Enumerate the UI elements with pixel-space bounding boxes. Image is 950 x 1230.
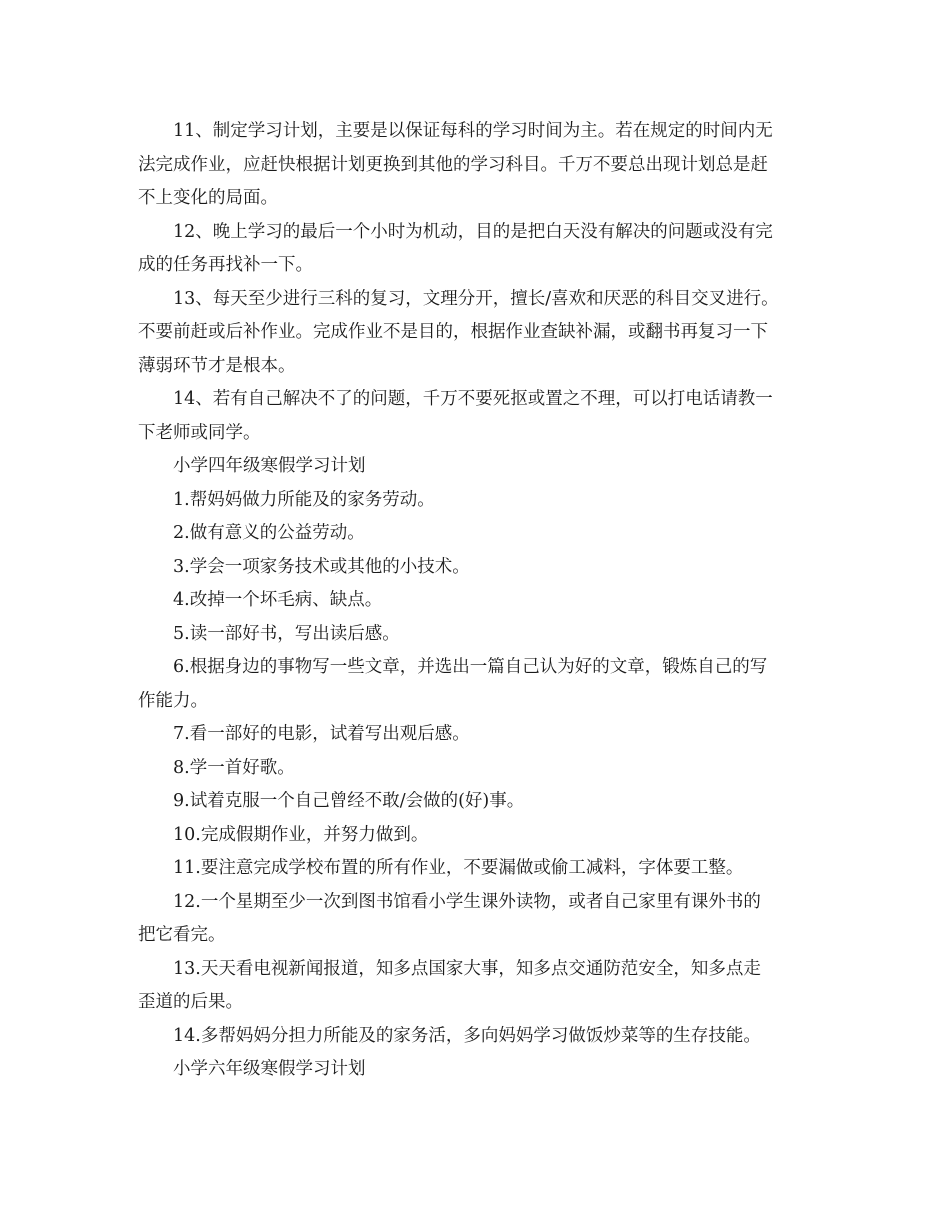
text-line: 成的任务再找补一下。 <box>138 255 313 275</box>
paragraph-13 <box>138 283 823 384</box>
text-line: 2.做有意义的公益劳动。 <box>173 523 365 543</box>
text-line: 下老师或同学。 <box>138 422 261 443</box>
list-item <box>138 1020 823 1054</box>
document-body <box>138 115 823 1087</box>
text-line: 13.天天看电视新闻报道，知多点国家大事，知多点交通防范安全，知多点走 <box>173 958 761 979</box>
text-line: 11.要注意完成学校布置的所有作业，不要漏做或偷工减料，字体要工整。 <box>173 858 744 878</box>
text-line: 9.试着克服一个自己曾经不敢/会做的(好)事。 <box>173 791 525 811</box>
section-heading-grade4 <box>138 450 823 484</box>
list-item <box>138 618 823 652</box>
list-item <box>138 651 823 718</box>
section-heading: 小学四年级寒假学习计划 <box>173 456 366 476</box>
section-heading: 小学六年级寒假学习计划 <box>173 1059 366 1079</box>
text-line: 12、晚上学习的最后一个小时为机动，目的是把白天没有解决的问题或没有完 <box>173 221 773 242</box>
section-heading-grade6 <box>138 1053 823 1087</box>
list-item <box>138 752 823 786</box>
text-line: 14.多帮妈妈分担力所能及的家务活，多向妈妈学习做饭炒菜等的生存技能。 <box>173 1025 761 1046</box>
list-item <box>138 551 823 585</box>
list-item <box>138 852 823 886</box>
list-item <box>138 517 823 551</box>
text-line: 3.学会一项家务技术或其他的小技术。 <box>173 556 470 577</box>
list-item <box>138 718 823 752</box>
text-line: 薄弱环节才是根本。 <box>138 355 296 376</box>
text-line: 13、每天至少进行三科的复习，文理分开，擅长/喜欢和厌恶的科目交叉进行。 <box>173 288 779 309</box>
text-line: 作能力。 <box>138 690 208 711</box>
text-line: 不要前赶或后补作业。完成作业不是目的，根据作业查缺补漏，或翻书再复习一下 <box>138 322 768 342</box>
paragraph-12 <box>138 216 823 283</box>
text-line: 11、制定学习计划，主要是以保证每科的学习时间为主。若在规定的时间内无 <box>173 121 773 141</box>
text-line: 4.改掉一个坏毛病、缺点。 <box>173 590 383 610</box>
paragraph-11 <box>138 115 823 216</box>
list-item <box>138 886 823 953</box>
list-item <box>138 953 823 1020</box>
list-item <box>138 819 823 853</box>
list-item <box>138 785 823 819</box>
list-item <box>138 584 823 618</box>
paragraph-14 <box>138 383 823 450</box>
list-item <box>138 484 823 518</box>
text-line: 8.学一首好歌。 <box>173 757 295 778</box>
text-line: 10.完成假期作业，并努力做到。 <box>173 824 429 845</box>
text-line: 14、若有自己解决不了的问题，千万不要死抠或置之不理，可以打电话请教一 <box>173 389 773 409</box>
text-line: 不上变化的局面。 <box>138 188 278 208</box>
text-line: 7.看一部好的电影，试着写出观后感。 <box>173 724 470 744</box>
text-line: 把它看完。 <box>138 925 226 945</box>
text-line: 6.根据身边的事物写一些文章，并选出一篇自己认为好的文章，锻炼自己的写 <box>173 657 768 677</box>
text-line: 歪道的后果。 <box>138 992 243 1012</box>
text-line: 法完成作业，应赶快根据计划更换到其他的学习科目。千万不要总出现计划总是赶 <box>138 154 768 175</box>
text-line: 5.读一部好书，写出读后感。 <box>173 623 400 644</box>
text-line: 12.一个星期至少一次到图书馆看小学生课外读物，或者自己家里有课外书的 <box>173 891 761 912</box>
text-line: 1.帮妈妈做力所能及的家务劳动。 <box>173 489 435 510</box>
